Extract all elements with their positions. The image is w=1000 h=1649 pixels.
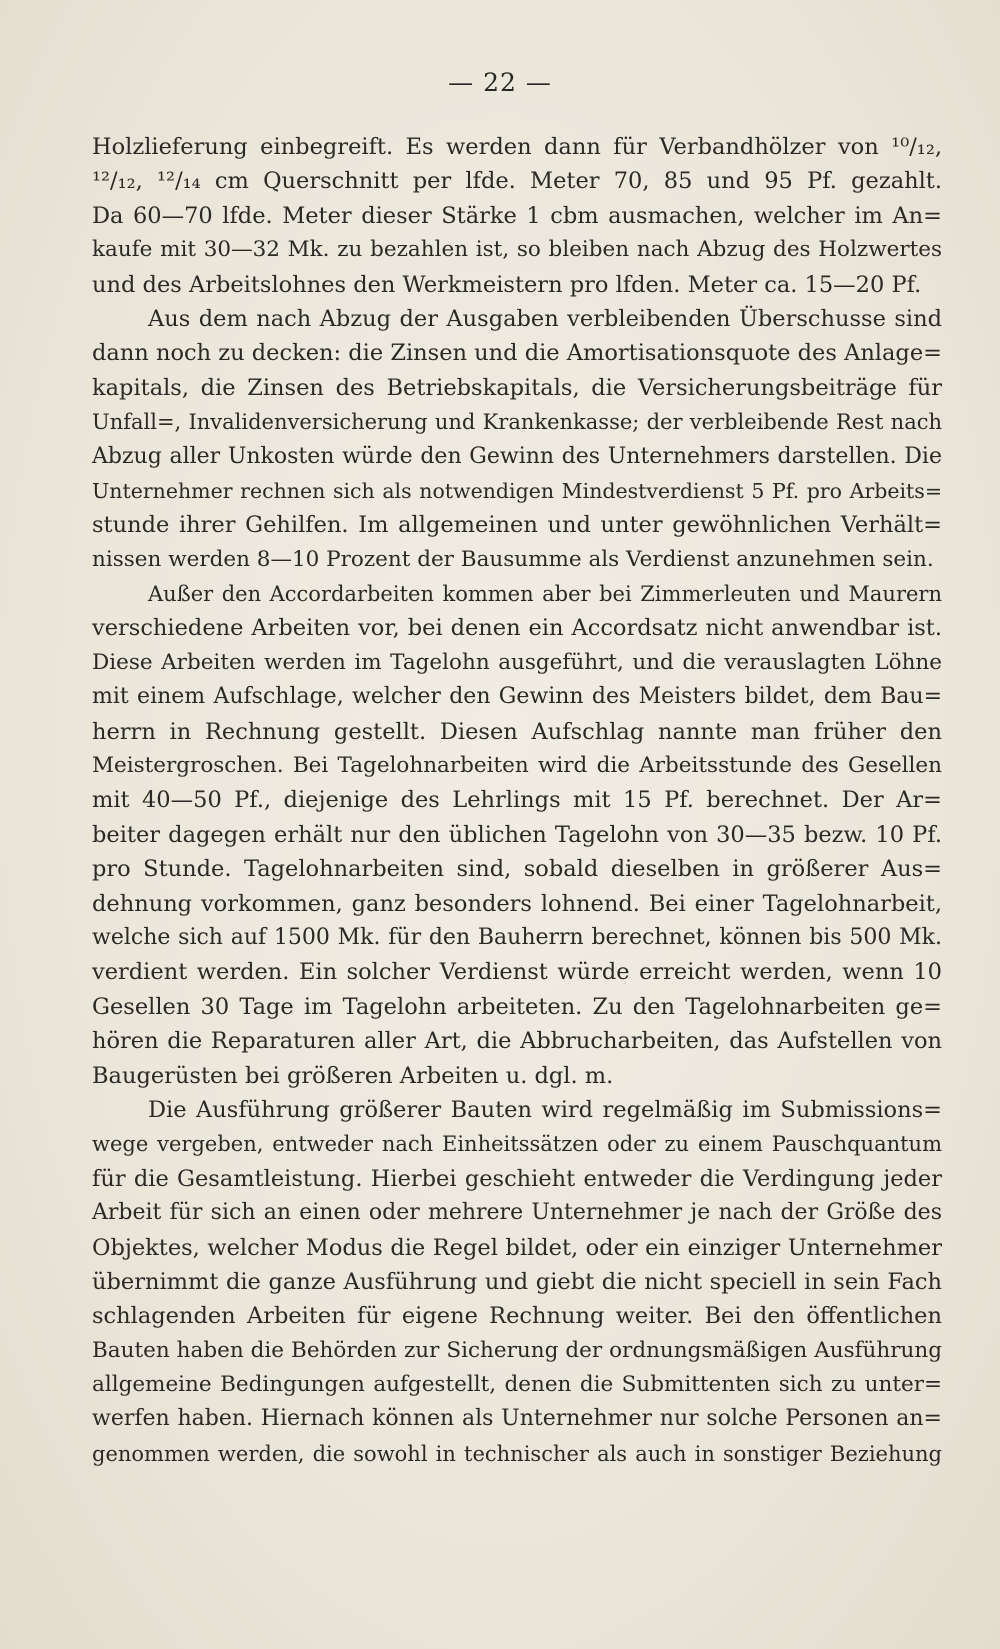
text-line: kaufe mit 30—32 Mk. zu bezahlen ist, so bleiben nach Abzug des Holzwertes [92, 237, 942, 263]
text-line: stunde ihrer Gehilfen. Im allgemeinen und unter gewöhnlichen Verhält= [92, 512, 942, 539]
text-line: schlagenden Arbeiten für eigene Rechnung weiter. Bei den öffentlichen [92, 1303, 942, 1330]
text-line: Objektes, welcher Modus die Regel bildet, oder ein einziger Unternehmer [92, 1234, 942, 1261]
text-line: verdient werden. Ein solcher Verdienst würde erreicht werden, wenn 10 [92, 959, 942, 986]
text-line: Die Ausführung größerer Bauten wird regelmäßig im Submissions= [148, 1096, 942, 1123]
text-line: ¹²/₁₂, ¹²/₁₄ cm Querschnitt per lfde. Meter 70, 85 und 95 Pf. gezahlt. [92, 168, 942, 195]
text-line: und des Arbeitslohnes den Werkmeistern pro lfden. Meter ca. 15—20 Pf. [92, 271, 922, 298]
text-line: Diese Arbeiten werden im Tagelohn ausgeführt, und die verauslagten Löhne [92, 649, 942, 675]
text-line: allgemeine Bedingungen aufgestellt, denen die Submittenten sich zu unter= [92, 1372, 942, 1398]
text-line: Außer den Accordarbeiten kommen aber bei Zimmerleuten und Maurern [148, 582, 942, 607]
text-line: beiter dagegen erhält nur den üblichen Tagelohn von 30—35 bezw. 10 Pf. [92, 821, 942, 848]
text-line: dehnung vorkommen, ganz besonders lohnend. Bei einer Tagelohnarbeit, [92, 890, 942, 917]
text-line: mit einem Aufschlage, welcher den Gewinn des Meisters bildet, dem Bau= [92, 684, 942, 710]
text-line: dann noch zu decken: die Zinsen und die Amortisationsquote des Anlage= [92, 340, 942, 367]
text-line: Baugerüsten bei größeren Arbeiten u. dgl. m. [92, 1062, 614, 1089]
text-line: Abzug aller Unkosten würde den Gewinn des Unternehmers darstellen. Die [92, 443, 942, 469]
text-line: Da 60—70 lfde. Meter dieser Stärke 1 cbm ausmachen, welcher im An= [92, 202, 942, 229]
text-line: pro Stunde. Tagelohnarbeiten sind, sobald dieselben in größerer Aus= [92, 856, 942, 883]
text-line: werfen haben. Hiernach können als Unternehmer nur solche Personen an= [92, 1406, 942, 1432]
text-line: genommen werden, die sowohl in technischer als auch in sonstiger Beziehung [92, 1441, 942, 1466]
page-number: — 22 — [448, 68, 552, 97]
text-line: übernimmt die ganze Ausführung und giebt die nicht speciell in sein Fach [92, 1268, 942, 1295]
text-line: hören die Reparaturen aller Art, die Abbrucharbeiten, das Aufstellen von [92, 1028, 942, 1055]
text-line: Aus dem nach Abzug der Ausgaben verbleibenden Überschusse sind [148, 305, 942, 332]
text-line: nissen werden 8—10 Prozent der Bausumme als Verdienst anzunehmen sein. [92, 546, 934, 572]
text-line: Meistergroschen. Bei Tagelohnarbeiten wird die Arbeitsstunde des Gesellen [92, 753, 942, 779]
text-line: Arbeit für sich an einen oder mehrere Unternehmer je nach der Größe des [92, 1200, 942, 1226]
text-line: kapitals, die Zinsen des Betriebskapitals, die Versicherungsbeiträge für [92, 374, 942, 401]
text-line: Unfall=, Invalidenversicherung und Krankenkasse; der verbleibende Rest nach [92, 410, 942, 435]
text-line: welche sich auf 1500 Mk. für den Bauherrn berechnet, können bis 500 Mk. [92, 924, 942, 950]
text-line: Unternehmer rechnen sich als notwendigen Mindestverdienst 5 Pf. pro Arbeits= [92, 478, 942, 503]
text-line: wege vergeben, entweder nach Einheitssätzen oder zu einem Pauschquantum [92, 1132, 942, 1157]
text-line: verschiedene Arbeiten vor, bei denen ein Accordsatz nicht anwendbar ist. [92, 615, 942, 642]
body-text [92, 130, 942, 1471]
text-line: Holzlieferung einbegreift. Es werden dann für Verbandhölzer von ¹⁰/₁₂, [92, 134, 942, 160]
text-line: Gesellen 30 Tage im Tagelohn arbeiteten. Zu den Tagelohnarbeiten ge= [92, 993, 942, 1020]
text-line: mit 40—50 Pf., diejenige des Lehrlings mit 15 Pf. berechnet. Der Ar= [92, 787, 942, 814]
text-line: Bauten haben die Behörden zur Sicherung der ordnungsmäßigen Ausführung [92, 1337, 942, 1363]
text-line: für die Gesamtleistung. Hierbei geschieht entweder die Verdingung jeder [92, 1165, 942, 1192]
text-line: herrn in Rechnung gestellt. Diesen Aufschlag nannte man früher den [92, 718, 942, 745]
